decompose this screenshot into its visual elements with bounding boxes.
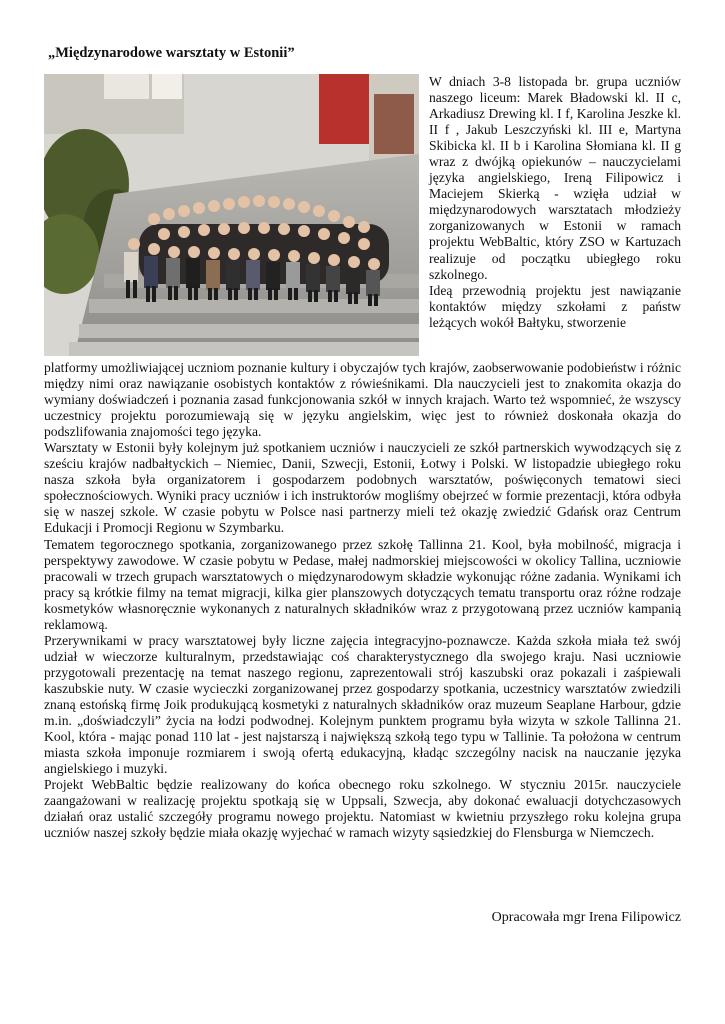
paragraph: Projekt WebBaltic będzie realizowany do końca obecnego roku szkolnego. W styczniu 2015r. nauczyciele zaangażowani w realizację projektu spotkają się w Uppsali, Szwecja, aby dokonać ewaluacji dotychczasowych działań oraz ustalić szczegóły programu nowego projektu. Natomiast w kwietniu przyszłego roku kolejna grupa uczniów naszej szkoły będzie miała okazję wyjechać w ramach wizyty sąsiedzkiej do Flensburga w Niemczech. xyxy=(44,777,681,841)
group-photo xyxy=(44,74,419,356)
side-column-text xyxy=(429,74,681,331)
main-text xyxy=(44,360,681,841)
paragraph: Warsztaty w Estonii były kolejnym już spotkaniem uczniów i nauczycieli ze szkół partnerskich wywodzących się z sześciu krajów nadbałtyckich – Niemiec, Danii, Szwecji, Estonii, Łotwy i Polski. W listopadzie ubiegłego roku nasza szkoła była organizatorem i gospodarzem podobnych warsztatów, poświęconych tematowi sieci społecznościowych. Wyniki pracy uczniów i ich instruktorów mogliśmy obejrzeć w formie prezentacji, która odbyła się w naszej szkole. W czasie pobytu w Polsce nasi partnerzy mieli też okazję zwiedzić Gdańsk oraz Centrum Edukacji i Promocji Regionu w Szymbarku. xyxy=(44,440,681,536)
paragraph: platformy umożliwiającej uczniom poznanie kultury i obyczajów tych krajów, zaobserwowanie podobieństw i różnic między nimi oraz nawiązanie osobistych kontaktów z rówieśnikami. Dla nauczycieli jest to znakomita okazja do wymiany doświadczeń i poznania zasad funkcjonowania szkół w innych krajach. Warto też wspomnieć, że wszyscy uczestnicy projektu porozumiewają się w języku angielskim, więc jest to również doskonała okazja do podszlifowania znajomości tego języka. xyxy=(44,360,681,440)
group-photo-icon xyxy=(44,74,419,356)
author-signature: Opracowała mgr Irena Filipowicz xyxy=(491,910,681,925)
paragraph: W dniach 3-8 listopada br. grupa uczniów naszego liceum: Marek Bładowski kl. II c, Arkadiusz Drewing kl. I f, Karolina Jeszke kl. II f , Jakub Leszczyński kl. III e, Martyna Skibicka kl. II b i Karolina Słomiana kl. II g wraz z dwójką opiekunów – nauczycielami języka angielskiego, Ireną Filipowicz i Maciejem Skierką - wzięła udział w międzynarodowych warsztatach młodzieży zorganizowanych w Estonii w ramach projektu WebBaltic, który ZSO w Kartuzach realizuje od początku ubiegłego roku szkolnego. xyxy=(429,74,681,282)
article-title: „Międzynarodowe warsztaty w Estonii” xyxy=(48,45,295,61)
paragraph: Tematem tegorocznego spotkania, zorganizowanego przez szkołę Tallinna 21. Kool, była mobilność, migracja i perspektywy zawodowe. W czasie pobytu w Pedase, małej nadmorskiej miejscowości w okolicy Tallina, uczniowie pracowali w trzech grupach warsztatowych o międzynarodowym składzie wykonując różne zadania. Wynikami ich pracy są krótkie filmy na temat migracji, kilka gier planszowych dotyczących tematu transportu oraz różne rodzaje kosmetyków własnoręcznie wykonanych z naturalnych składników wraz z przygotowaną przez uczniów kampanią reklamową. xyxy=(44,536,681,632)
paragraph: Ideą przewodnią projektu jest nawiązanie kontaktów między szkołami z państw leżących wokół Bałtyku, stworzenie xyxy=(429,282,681,330)
paragraph: Przerywnikami w pracy warsztatowej były liczne zajęcia integracyjno-poznawcze. Każda szkoła miała też swój udział w wieczorze kulturalnym, przedstawiając coś charakterystycznego dla swojego kraju. Nasi uczniowie przygotowali prezentację na temat naszego regionu, zaprezentowali strój kaszubski oraz pokazali i zaśpiewali kaszubskie nuty. W czasie wycieczki zorganizowanej przez gospodarzy spotkania, uczestnicy warsztatów zwiedzili znaną estońską firmę Joik produkującą kosmetyki z naturalnych składników oraz muzeum Seaplane Harbour, gdzie m.in. „doświadczyli” życia na łodzi podwodnej. Kolejnym punktem programu była wizyta w szkole Tallinna 21. Kool, która - mając ponad 110 lat - jest najstarszą i największą szkołą tego typu w Tallinie. Ta położona w centrum miasta szkoła imponuje rozmiarem i swoją ofertą edukacyjną, kładąc szczególny nacisk na nauczanie języka angielskiego i muzyki. xyxy=(44,632,681,777)
